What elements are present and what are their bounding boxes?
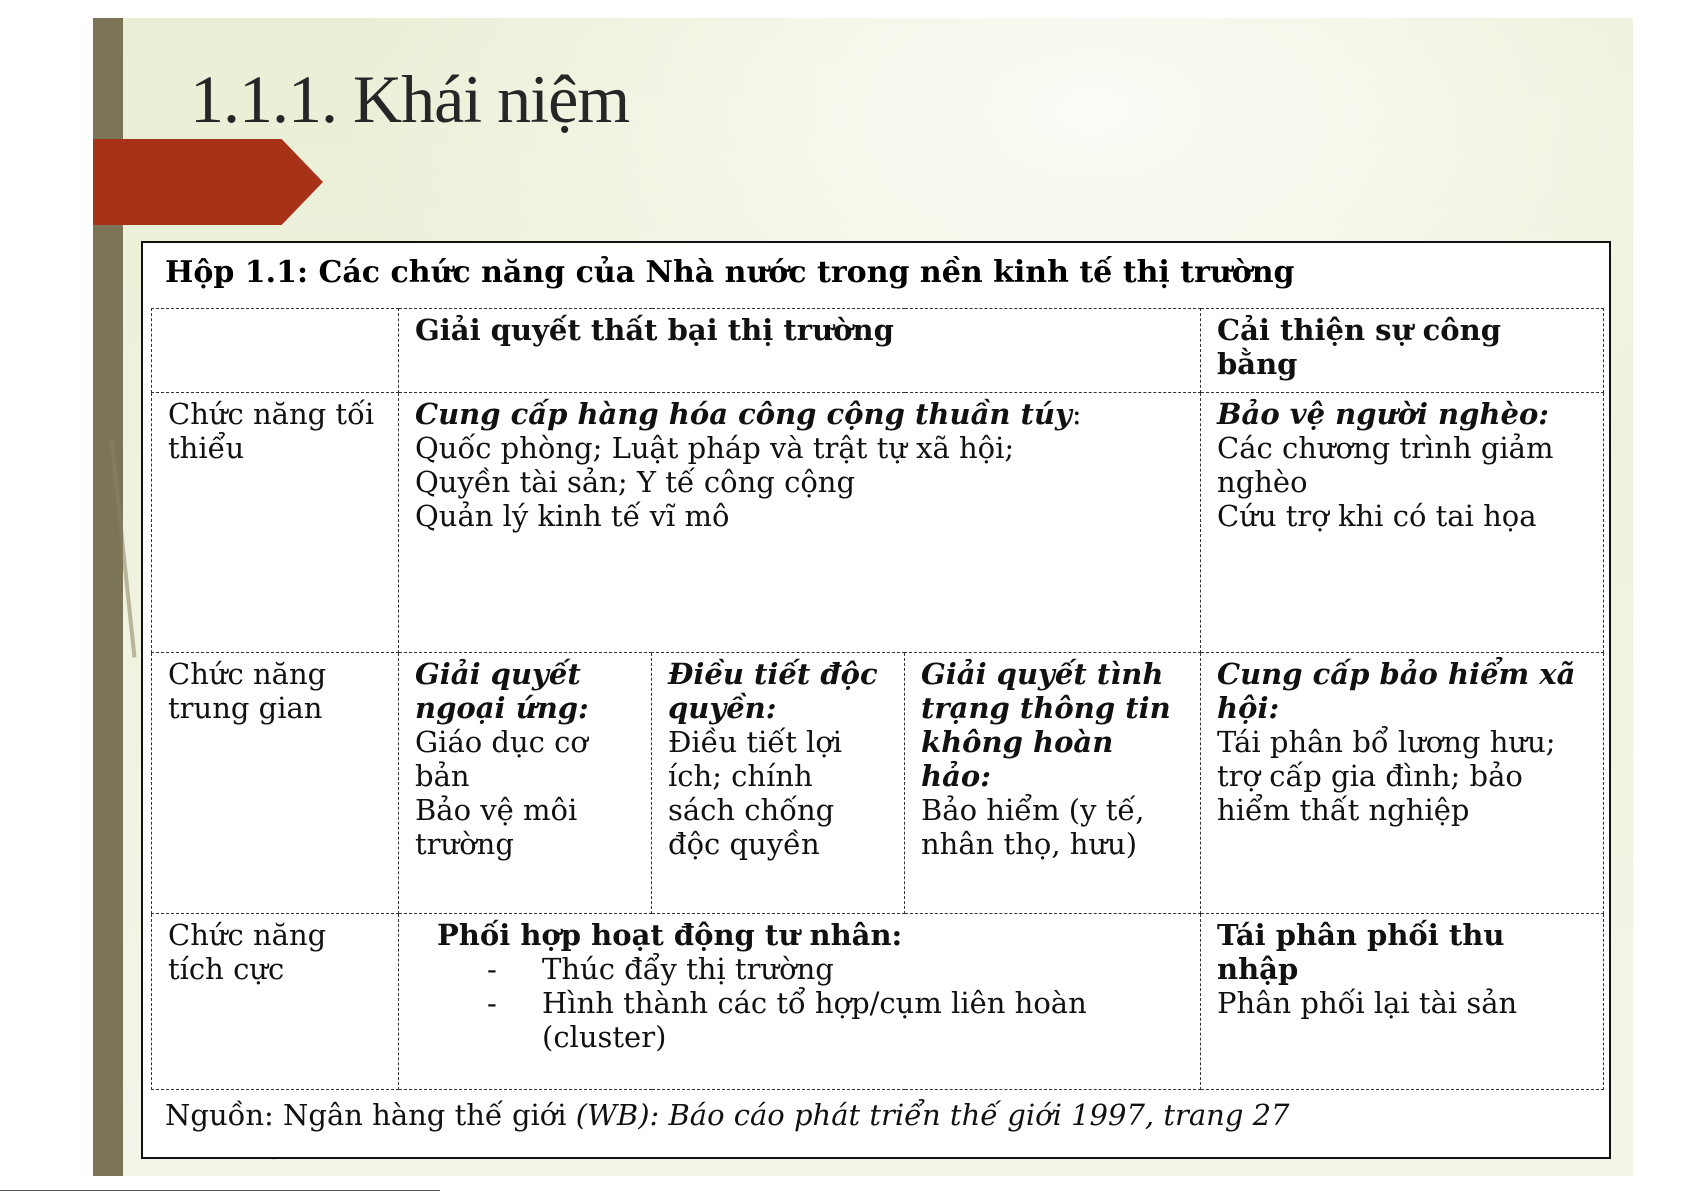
externalities-line: Giáo dục cơ bản bbox=[415, 725, 588, 794]
accent-arrow-tab bbox=[93, 139, 323, 225]
activist-equity-title: Tái phân phối thu nhập bbox=[1217, 918, 1505, 986]
list-item: - Hình thành các tổ hợp/cụm liên hoàn (cluster) bbox=[487, 986, 1184, 1054]
functions-table bbox=[151, 308, 1604, 1090]
minimal-market-cell: Cung cấp hàng hóa công cộng thuần túy: Quốc phòng; Luật pháp và trật tự xã hội; Quyền tài sản; Y tế công cộng Quản lý kinh tế vĩ mô bbox=[399, 392, 1201, 653]
table-header-row bbox=[152, 309, 1604, 393]
information-title: Giải quyết tình trạng thông tin không hoàn hảo: bbox=[921, 657, 1171, 794]
header-equity: Cải thiện sự công bằng bbox=[1201, 309, 1604, 393]
monopoly-line: Điều tiết lợi ích; chính sách chống độc quyền bbox=[668, 725, 843, 862]
activist-equity-cell bbox=[1201, 914, 1604, 1090]
slide-title: 1.1.1. Khái niệm bbox=[190, 61, 630, 137]
intermediate-equity-line: Tái phân bổ lương hưu; trợ cấp gia đình; bảo hiểm thất nghiệp bbox=[1217, 725, 1556, 828]
minimal-market-line: Quản lý kinh tế vĩ mô bbox=[415, 498, 730, 533]
row-intermediate bbox=[152, 653, 1604, 914]
information-cell bbox=[905, 653, 1201, 914]
header-empty-cell bbox=[152, 309, 399, 393]
intermediate-equity-cell bbox=[1201, 653, 1604, 914]
header-market-failure: Giải quyết thất bại thị trường bbox=[399, 309, 1201, 393]
activist-market-title: Phối hợp hoạt động tư nhân: bbox=[437, 918, 903, 952]
box-title: Hộp 1.1: Các chức năng của Nhà nước trong nền kinh tế thị trường bbox=[165, 255, 1295, 290]
list-item: - Thúc đẩy thị trường bbox=[487, 952, 1184, 986]
minimal-market-title: Cung cấp hàng hóa công cộng thuần túy bbox=[415, 396, 1072, 431]
minimal-equity-cell bbox=[1201, 392, 1604, 653]
information-line: Bảo hiểm (y tế, nhân thọ, hưu) bbox=[921, 793, 1145, 862]
row-minimal bbox=[152, 392, 1604, 653]
minimal-market-line: Quốc phòng; Luật pháp và trật tự xã hội; bbox=[415, 430, 1015, 465]
intermediate-equity-title: Cung cấp bảo hiểm xã hội: bbox=[1217, 657, 1576, 726]
minimal-equity-line: Cứu trợ khi có tai họa bbox=[1217, 498, 1537, 533]
row-label-activist: Chức năng tích cực bbox=[152, 914, 399, 1090]
source-note bbox=[165, 1098, 1290, 1132]
activist-market-list bbox=[437, 952, 1184, 1054]
minimal-equity-line: Các chương trình giảm nghèo bbox=[1217, 430, 1554, 499]
source-prefix: Nguồn: Ngân hàng thế giới bbox=[165, 1098, 567, 1132]
externalities-title: Giải quyết ngoại ứng: bbox=[415, 657, 589, 726]
row-label-minimal: Chức năng tối thiểu bbox=[152, 392, 399, 653]
slide bbox=[93, 18, 1633, 1176]
box-1-1 bbox=[141, 241, 1611, 1159]
row-activist bbox=[152, 914, 1604, 1090]
row-label-intermediate: Chức năng trung gian bbox=[152, 653, 399, 914]
minimal-market-line: Quyền tài sản; Y tế công cộng bbox=[415, 464, 856, 499]
source-italic: (WB): Báo cáo phát triển thế giới 1997, trang 27 bbox=[575, 1098, 1290, 1132]
externalities-cell bbox=[399, 653, 652, 914]
externalities-line: Bảo vệ môi trường bbox=[415, 793, 578, 862]
monopoly-title: Điều tiết độc quyền: bbox=[668, 657, 878, 726]
monopoly-cell bbox=[652, 653, 905, 914]
minimal-equity-title: Bảo vệ người nghèo: bbox=[1217, 396, 1550, 431]
activist-equity-line: Phân phối lại tài sản bbox=[1217, 986, 1518, 1020]
activist-market-cell bbox=[399, 914, 1201, 1090]
